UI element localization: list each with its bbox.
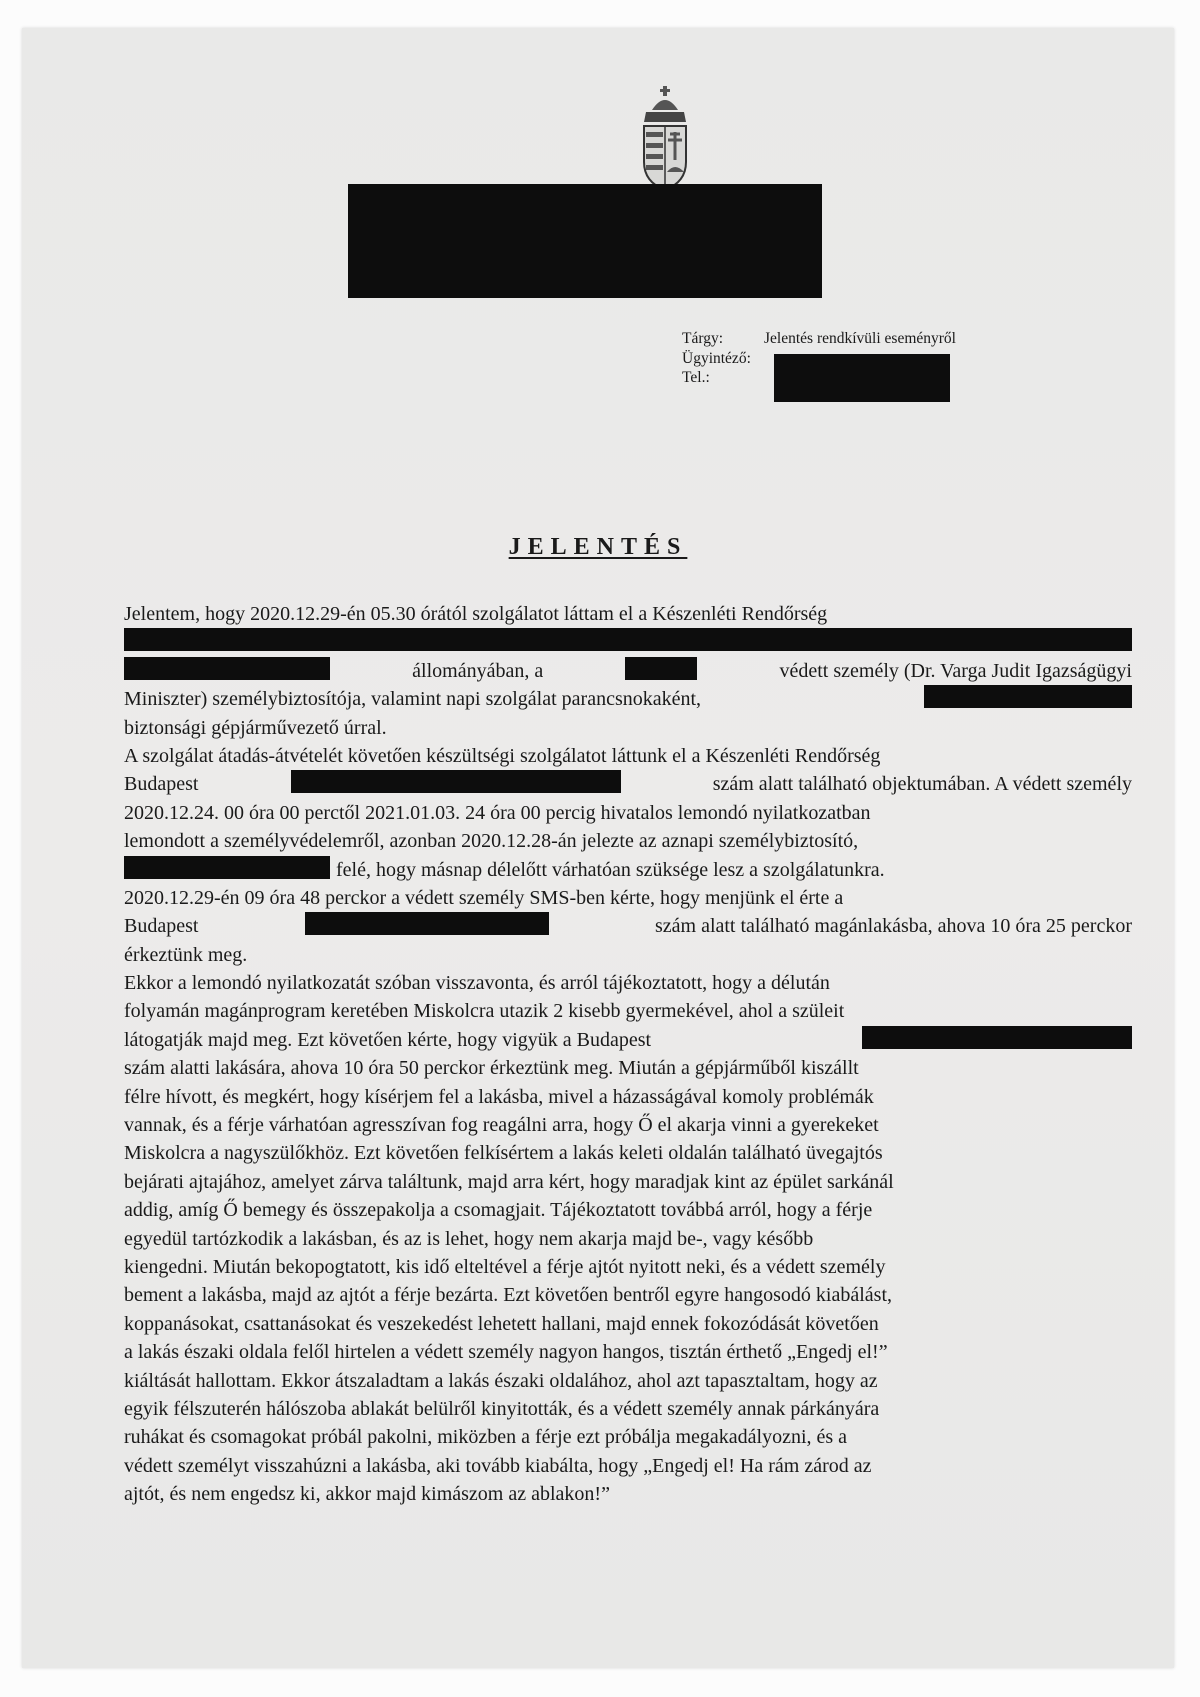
redacted-block bbox=[774, 354, 950, 402]
body-text: koppanásokat, csattanásokat és veszekedést lehetett hallani, majd ennek fokozódását követően bbox=[124, 1312, 879, 1335]
body-line bbox=[124, 1423, 1132, 1451]
body-line bbox=[124, 827, 1132, 855]
body-line bbox=[124, 1111, 1132, 1139]
body-text: biztonsági gépjárművezető úrral. bbox=[124, 716, 387, 739]
body-line bbox=[124, 600, 1132, 628]
body-line bbox=[124, 969, 1132, 997]
phone-label: Tel.: bbox=[682, 369, 710, 386]
redaction-bar bbox=[124, 657, 330, 680]
redaction-bar bbox=[305, 912, 549, 935]
redaction-bar bbox=[124, 856, 330, 879]
body-text: védett személyt visszahúzni a lakásba, aki tovább kiabálta, hogy „Engedj el! Ha rám zárod az bbox=[124, 1454, 872, 1477]
body-text: folyamán magánprogram keretében Miskolcra utazik 2 kisebb gyermekével, ahol a szüleit bbox=[124, 1000, 845, 1023]
redaction-bar bbox=[124, 628, 1132, 651]
body-text: állományában, a bbox=[412, 659, 544, 682]
body-text: vannak, és a férje várhatóan agresszívan fog reagálni arra, hogy Ő el akarja vinni a gyerekeket bbox=[124, 1114, 879, 1137]
body-line bbox=[124, 1054, 1132, 1082]
body-line bbox=[124, 742, 1132, 770]
redacted-block bbox=[348, 184, 822, 298]
body-line bbox=[124, 1225, 1132, 1253]
body-text: Ekkor a lemondó nyilatkozatát szóban visszavonta, és arról tájékoztatott, hogy a délután bbox=[124, 972, 830, 995]
redaction-bar bbox=[924, 685, 1132, 708]
body-text: szám alatt található objektumában. A védett személy bbox=[712, 773, 1132, 796]
body-text: védett személy (Dr. Varga Judit Igazságügyi bbox=[779, 659, 1132, 682]
coat-of-arms-icon bbox=[630, 80, 700, 195]
body-line bbox=[124, 714, 1132, 742]
document-title: JELENTÉS bbox=[508, 534, 688, 560]
body-text: a lakás északi oldala felől hirtelen a védett személy nagyon hangos, tisztán érthető „Engedj el!” bbox=[124, 1341, 888, 1364]
body-line bbox=[124, 997, 1132, 1025]
body-line bbox=[124, 941, 1132, 969]
body-text: félre hívott, és megkért, hogy kísérjem fel a lakásba, mivel a házasságával komoly problémák bbox=[124, 1085, 874, 1108]
body-text: Budapest bbox=[124, 773, 199, 796]
report-body bbox=[124, 600, 1132, 1509]
body-text: bejárati ajtajához, amelyet zárva találtunk, majd arra kért, hogy maradjak kint az épület sarkánál bbox=[124, 1170, 894, 1193]
subject-label: Tárgy: bbox=[682, 330, 724, 347]
body-line bbox=[124, 1480, 1132, 1508]
body-text: 2020.12.29-én 09 óra 48 perckor a védett személy SMS-ben kérte, hogy menjünk el érte a bbox=[124, 886, 844, 909]
redaction-bar bbox=[862, 1026, 1132, 1049]
body-line bbox=[124, 1452, 1132, 1480]
body-text: Miskolcra a nagyszülőkhöz. Ezt követően felkísértem a lakás keleti oldalán található üvegajtós bbox=[124, 1142, 883, 1165]
body-line bbox=[124, 1338, 1132, 1366]
body-line bbox=[124, 1026, 1132, 1054]
body-line bbox=[124, 1253, 1132, 1281]
body-text: szám alatti lakására, ahova 10 óra 50 perckor érkeztünk meg. Miután a gépjárműből kiszállt bbox=[124, 1057, 859, 1080]
body-text: addig, amíg Ő bemegy és összepakolja a csomagjait. Tájékoztatott továbbá arról, hogy a férje bbox=[124, 1199, 873, 1222]
body-line bbox=[124, 884, 1132, 912]
body-line bbox=[124, 856, 1132, 884]
body-text: látogatják majd meg. Ezt követően kérte, hogy vigyük a Budapest bbox=[124, 1028, 652, 1051]
body-line bbox=[124, 1395, 1132, 1423]
body-text: érkeztünk meg. bbox=[124, 943, 248, 966]
body-line bbox=[124, 1281, 1132, 1309]
redaction-bar bbox=[625, 657, 697, 680]
body-text: Jelentem, hogy 2020.12.29-én 05.30 órától szolgálatot láttam el a Készenléti Rendőrség bbox=[124, 603, 828, 625]
body-line bbox=[124, 1139, 1132, 1167]
body-line bbox=[124, 657, 1132, 685]
body-text: ruhákat és csomagokat próbál pakolni, miközben a férje ezt próbálja megakadályozni, és a bbox=[124, 1426, 848, 1449]
body-text: A szolgálat átadás-átvételét követően készültségi szolgálatot láttunk el a Készenléti Rendőrség bbox=[124, 744, 881, 767]
body-text: kiengedni. Miután bekopogtatott, kis idő elteltével a férje ajtót nyitott neki, és a védett személy bbox=[124, 1255, 886, 1278]
body-text: bement a lakásba, majd az ajtót a férje bezárta. Ezt követően bentről egyre hangosodó kiabálást, bbox=[124, 1284, 893, 1307]
body-text: Budapest bbox=[124, 915, 199, 938]
body-text: Miniszter) személybiztosítója, valamint napi szolgálat parancsnokaként, bbox=[124, 688, 702, 711]
body-line bbox=[124, 1310, 1132, 1338]
body-text: szám alatt található magánlakásba, ahova 10 óra 25 perckor bbox=[654, 915, 1132, 938]
body-line bbox=[124, 1367, 1132, 1395]
body-line bbox=[124, 770, 1132, 798]
body-text: kiáltását hallottam. Ekkor átszaladtam a lakás északi oldalához, ahol azt tapasztaltam, hogy az bbox=[124, 1369, 878, 1392]
body-line bbox=[124, 628, 1132, 656]
subject-value: Jelentés rendkívüli eseményről bbox=[764, 330, 956, 347]
body-text: egyedül tartózkodik a lakásban, és az is lehet, hogy nem akarja majd be-, vagy később bbox=[124, 1227, 814, 1250]
body-line bbox=[124, 1083, 1132, 1111]
body-text: lemondott a személyvédelemről, azonban 2020.12.28-án jelezte az aznapi személybiztosító, bbox=[124, 830, 859, 853]
redaction-bar bbox=[291, 770, 621, 793]
handler-label: Ügyintéző: bbox=[682, 350, 751, 367]
body-line bbox=[124, 1196, 1132, 1224]
body-text: 2020.12.24. 00 óra 00 perctől 2021.01.03. 24 óra 00 percig hivatalos lemondó nyilatkozatban bbox=[124, 801, 871, 824]
body-line bbox=[124, 685, 1132, 713]
body-line bbox=[124, 912, 1132, 940]
body-line bbox=[124, 799, 1132, 827]
body-text: felé, hogy másnap délelőtt várhatóan szüksége lesz a szolgálatunkra. bbox=[336, 858, 885, 881]
body-text: ajtót, és nem engedsz ki, akkor majd kimászom az ablakon!” bbox=[124, 1483, 610, 1506]
body-text: egyik félszuterén hálószoba ablakát belülről kinyitották, és a védett személy annak párkányára bbox=[124, 1397, 880, 1420]
body-line bbox=[124, 1168, 1132, 1196]
